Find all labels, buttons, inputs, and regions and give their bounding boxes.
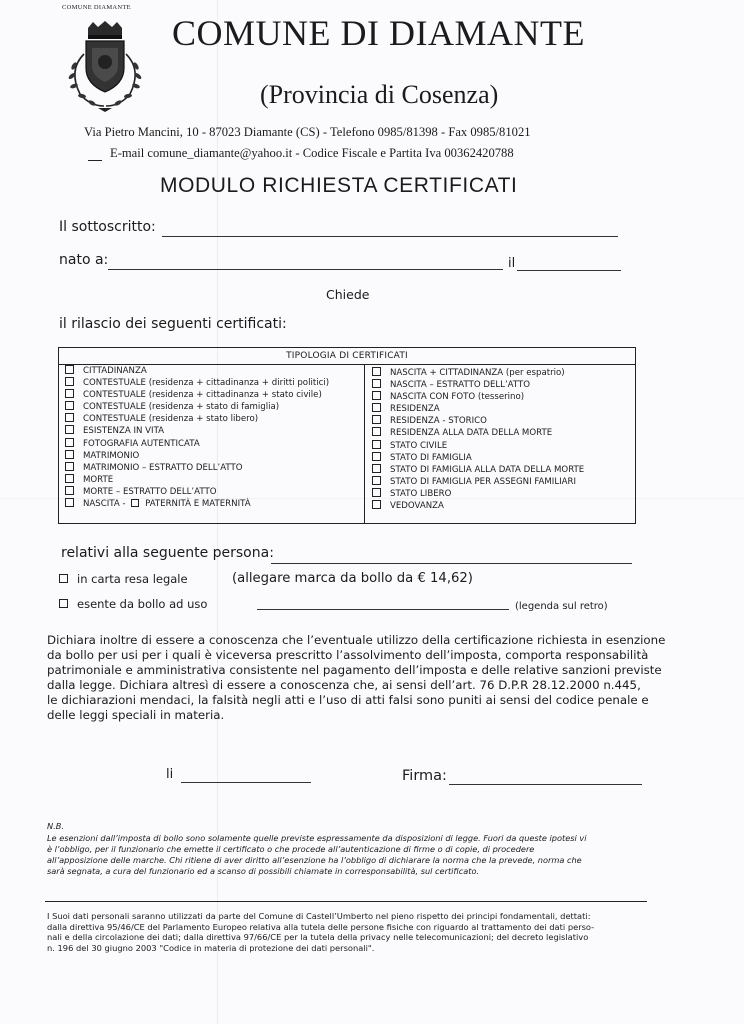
checkbox[interactable]	[65, 377, 74, 386]
nb-text	[47, 833, 707, 877]
sottoscritto-label: Il sottoscritto:	[59, 219, 156, 235]
logo-caption: COMUNE DIAMANTE	[62, 4, 131, 11]
checkbox[interactable]	[65, 413, 74, 422]
certificate-option[interactable]: FOTOGRAFIA AUTENTICATA	[65, 438, 364, 450]
certificate-option[interactable]: STATO DI FAMIGLIA ALLA DATA DELLA MORTE	[372, 464, 635, 476]
certificate-option[interactable]: RESIDENZA - STORICO	[372, 415, 635, 427]
checkbox[interactable]	[59, 599, 68, 608]
checkbox[interactable]	[65, 498, 74, 507]
certificates-left-column	[59, 365, 365, 523]
certificate-option[interactable]: ESISTENZA IN VITA	[65, 425, 364, 437]
email-dash	[88, 160, 102, 161]
birth-date-field[interactable]	[517, 270, 621, 271]
nb-line: è l’obbligo, per il funzionario che emette il certificato o che procede all’autenticazione di firme o di copie, di procedere	[47, 844, 535, 854]
checkbox[interactable]	[372, 379, 381, 388]
certificate-option[interactable]: MORTE	[65, 474, 364, 486]
checkbox[interactable]	[372, 427, 381, 436]
marca-bollo-note: (allegare marca da bollo da € 14,62)	[232, 571, 473, 586]
certificate-option[interactable]: NASCITA – ESTRATTO DELL’ATTO	[372, 379, 635, 391]
certificate-option[interactable]: CONTESTUALE (residenza + cittadinanza + stato civile)	[65, 389, 364, 401]
checkbox[interactable]	[372, 403, 381, 412]
province-subtitle: (Provincia di Cosenza)	[260, 80, 499, 109]
checkbox[interactable]	[372, 488, 381, 497]
signature-field[interactable]	[449, 784, 642, 785]
certificate-option[interactable]: MORTE – ESTRATTO DELL’ATTO	[65, 486, 364, 498]
nb-line: sarà segnata, a cura del funzionario ed a scanso di possibili chiamate in corresponsabilità, sul certificato.	[47, 866, 480, 876]
certificate-option[interactable]: STATO DI FAMIGLIA PER ASSEGNI FAMILIARI	[372, 476, 635, 488]
nato-a-field[interactable]	[108, 269, 503, 270]
checkbox[interactable]	[65, 365, 74, 374]
rilascio-label: il rilascio dei seguenti certificati:	[59, 316, 287, 332]
checkbox[interactable]	[65, 425, 74, 434]
checkbox[interactable]	[65, 438, 74, 447]
nb-line: all’apposizione delle marche. Chi ritiene di aver diritto all’esenzione ha l’obbligo di dichiarare la norma che la prevede, norma che	[47, 855, 582, 865]
certificate-option[interactable]: MATRIMONIO – ESTRATTO DELL’ATTO	[65, 462, 364, 474]
certificate-option[interactable]: CONTESTUALE (residenza + stato libero)	[65, 413, 364, 425]
place-date-field[interactable]	[181, 782, 311, 783]
certificate-option[interactable]: VEDOVANZA	[372, 500, 635, 512]
legenda-note: (legenda sul retro)	[515, 601, 608, 612]
nb-label: N.B.	[47, 821, 64, 831]
divider	[45, 901, 647, 902]
certificates-table	[58, 347, 636, 524]
firma-label: Firma:	[402, 768, 447, 784]
declaration-line: dalla legge. Dichiara altresì di essere a conoscenza che, ai sensi dell’art. 76 D.P.R 28.12.2000 n.445,	[47, 678, 641, 692]
nato-a-label: nato a:	[59, 252, 109, 268]
certificate-option[interactable]: RESIDENZA ALLA DATA DELLA MORTE	[372, 427, 635, 439]
checkbox[interactable]	[65, 450, 74, 459]
declaration-line: patrimoniale e amministrativa consistente nel pagamento dell’imposta e delle relative sanzioni previste	[47, 663, 662, 677]
municipality-title: COMUNE DI DIAMANTE	[172, 13, 585, 53]
coat-of-arms-icon	[60, 18, 150, 116]
checkbox[interactable]	[372, 391, 381, 400]
checkbox[interactable]	[131, 499, 139, 507]
persona-label: relativi alla seguente persona:	[61, 545, 274, 561]
table-header: TIPOLOGIA DI CERTIFICATI	[59, 348, 635, 365]
declaration-line: le dichiarazioni mendaci, la falsità negli atti e l’uso di atti falsi sono puniti ai sensi del codice penale e	[47, 693, 649, 707]
checkbox[interactable]	[65, 486, 74, 495]
checkbox[interactable]	[372, 452, 381, 461]
checkbox[interactable]	[372, 500, 381, 509]
certificate-option[interactable]: NASCITA - PATERNITÀ E MATERNITÀ	[65, 498, 364, 510]
checkbox[interactable]	[372, 476, 381, 485]
certificate-option[interactable]: RESIDENZA	[372, 403, 635, 415]
declaration-text	[47, 633, 707, 723]
certificate-option[interactable]: MATRIMONIO	[65, 450, 364, 462]
certificate-option[interactable]: CONTESTUALE (residenza + cittadinanza + diritti politici)	[65, 377, 364, 389]
chiede-label: Chiede	[326, 287, 370, 302]
form-title: MODULO RICHIESTA CERTIFICATI	[160, 174, 518, 197]
address-line: Via Pietro Mancini, 10 - 87023 Diamante (CS) - Telefono 0985/81398 - Fax 0985/81021	[84, 125, 531, 139]
declaration-line: da bollo per usi per i quali è viceversa prescritto l’assolvimento dell’imposta, comporta responsabilità	[47, 648, 649, 662]
checkbox[interactable]	[65, 474, 74, 483]
checkbox[interactable]	[65, 401, 74, 410]
checkbox[interactable]	[65, 462, 74, 471]
certificate-option[interactable]: STATO DI FAMIGLIA	[372, 452, 635, 464]
persona-field[interactable]	[271, 563, 632, 564]
carta-legale-option[interactable]: in carta resa legale	[59, 572, 188, 586]
certificate-option[interactable]: NASCITA CON FOTO (tesserino)	[372, 391, 635, 403]
sottoscritto-field[interactable]	[162, 236, 618, 237]
li-label: li	[166, 767, 174, 782]
checkbox[interactable]	[372, 440, 381, 449]
declaration-line: Dichiara inoltre di essere a conoscenza che l’eventuale utilizzo della certificazione richiesta in esenzione	[47, 633, 666, 647]
certificate-option[interactable]: STATO LIBERO	[372, 488, 635, 500]
checkbox[interactable]	[372, 367, 381, 376]
esente-bollo-option[interactable]: esente da bollo ad uso	[59, 597, 207, 611]
certificate-option[interactable]: STATO CIVILE	[372, 440, 635, 452]
certificates-right-column	[365, 365, 635, 523]
uso-field[interactable]	[257, 609, 509, 610]
email-line: E-mail comune_diamante@yahoo.it - Codice Fiscale e Partita Iva 00362420788	[110, 146, 514, 160]
checkbox[interactable]	[65, 389, 74, 398]
privacy-line: nali e della circolazione dei dati; dalla direttiva 97/66/CE per la tutela della privacy nelle telecomunicazioni; del decreto legislativo	[47, 932, 589, 942]
declaration-line: delle leggi speciali in materia.	[47, 708, 225, 722]
checkbox[interactable]	[372, 415, 381, 424]
certificate-option[interactable]: CITTADINANZA	[65, 365, 364, 377]
checkbox[interactable]	[372, 464, 381, 473]
privacy-text	[47, 911, 707, 953]
privacy-line: dalla direttiva 95/46/CE del Parlamento Europeo relativa alla tutela delle persone fisiche con riguardo al trattamento dei dati perso-	[47, 921, 595, 932]
privacy-line: I Suoi dati personali saranno utilizzati da parte del Comune di Castell’Umberto nel pieno rispetto dei principi fondamentali, dettati:	[47, 911, 591, 921]
certificate-option[interactable]: NASCITA + CITTADINANZA (per espatrio)	[372, 367, 635, 379]
certificate-option[interactable]: CONTESTUALE (residenza + stato di famiglia)	[65, 401, 364, 413]
nb-line: Le esenzioni dall’imposta di bollo sono solamente quelle previste espressamente da disposizioni di legge. Fuori da queste ipotesi vi	[47, 833, 587, 843]
checkbox[interactable]	[59, 574, 68, 583]
privacy-line: n. 196 del 30 giugno 2003 "Codice in materia di protezione dei dati personali".	[47, 942, 375, 953]
il-label: il	[508, 256, 516, 271]
